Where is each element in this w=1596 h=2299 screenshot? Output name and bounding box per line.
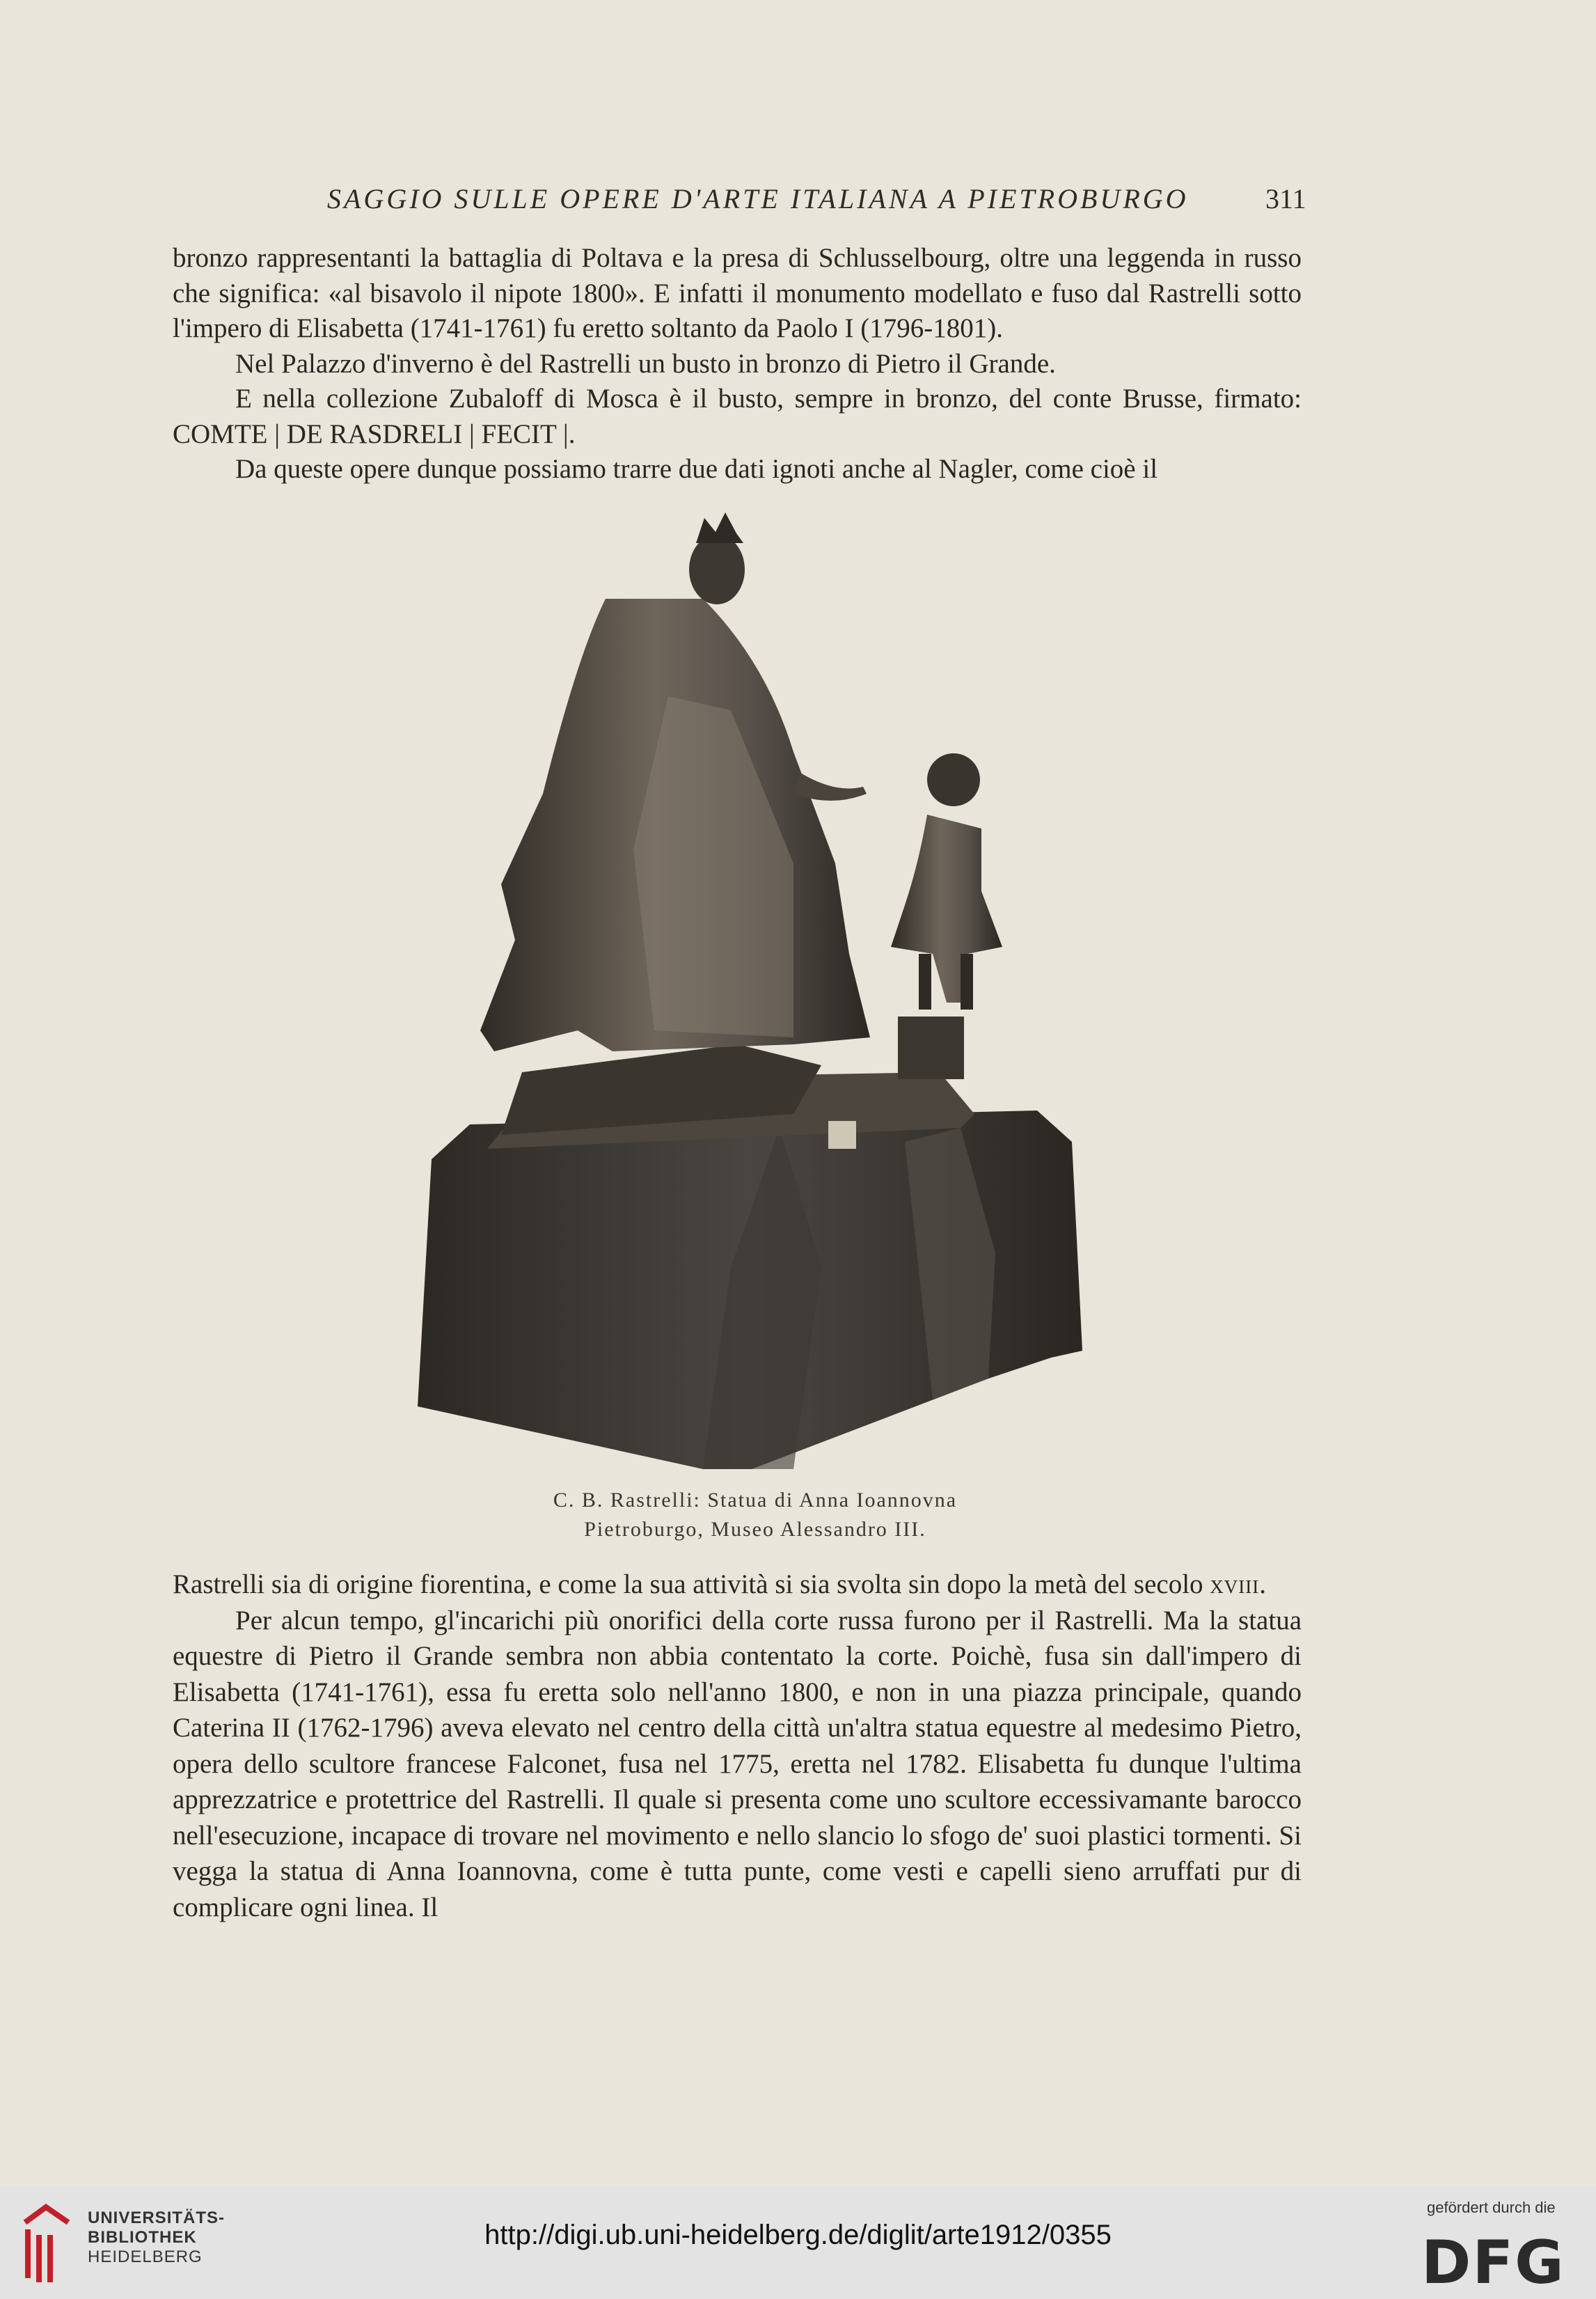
page-number: 311 <box>1265 183 1306 214</box>
figure-caption-location: Pietroburgo, Museo Alessandro III. <box>584 1518 926 1541</box>
century-numeral: xviii <box>1210 1569 1260 1599</box>
library-name-line: UNIVERSITÄTS- <box>88 2208 226 2227</box>
paragraph-end: . <box>1259 1569 1267 1599</box>
funding-note: gefördert durch die <box>1427 2199 1556 2216</box>
dfg-logo: DFG <box>1421 2228 1565 2298</box>
paragraph-text: Rastrelli sia di origine fiorentina, e come la sua attività si sia svolta sin dopo la metà del secolo <box>173 1569 1203 1599</box>
body-text-bottom <box>173 1567 1302 1925</box>
statue-illustration <box>404 501 1107 1483</box>
running-title: SAGGIO SULLE OPERE D'ARTE ITALIANA A PIETROBURGO <box>327 183 1189 214</box>
figure-caption-title: C. B. Rastrelli: Statua di Anna Ioannovna <box>553 1489 958 1512</box>
paragraph: bronzo rappresentanti la battaglia di Poltava e la presa di Schlusselbourg, oltre una leggenda in russo che significa: «al bisavolo il nipote 1800». E infatti il monumento modellato e fuso dal Rastrelli sotto l'impero di Elisabetta (1741-1761) fu eretto soltanto da Paolo I (1796-1801). <box>173 243 1302 343</box>
statue-photograph <box>404 501 1107 1483</box>
library-name-line: BIBLIOTHEK <box>88 2228 197 2247</box>
body-text-top <box>173 241 1302 487</box>
paragraph: E nella collezione Zubaloff di Mosca è il busto, sempre in bronzo, del conte Brusse, firmato: COMTE | DE RASDRELI | FECIT |. <box>173 384 1302 449</box>
paragraph: Da queste opere dunque possiamo trarre due dati ignoti anche al Nagler, come cioè il <box>235 454 1158 484</box>
library-name-line: HEIDELBERG <box>88 2247 203 2266</box>
paragraph: Nel Palazzo d'inverno è del Rastrelli un busto in bronzo di Pietro il Grande. <box>235 348 1056 379</box>
digitization-footer <box>0 2186 1596 2299</box>
paragraph <box>173 1567 1302 1603</box>
paragraph: Per alcun tempo, gl'incarichi più onorifici della corte russa furono per il Rastrelli. Ma la statua equestre di Pietro il Grande sembra non abbia contentato la corte. Poichè, fusa sin dall'impero di Elisabetta (1741-1761), essa fu eretta solo nell'anno 1800, e non in una piazza principale, quando Caterina II (1762-1796) aveva elevato nel centro della città un'altra statua equestre al medesimo Pietro, opera dello scultore francese Falconet, fusa nel 1775, eretta nel 1782. Elisabetta fu dunque l'ultima apprezzatrice e protettrice del Rastrelli. Il quale si presenta come uno scultore eccessivamante barocco nell'esecuzione, incapace di trovare nel movimento e nello slancio lo sfogo de' suoi plastici tormenti. Si vegga la statua di Anna Ioannovna, come è tutta punte, come vesti e capelli sieno arruffati pur di complicare ogni linea. Il <box>173 1605 1302 1922</box>
source-url-link[interactable]: http://digi.ub.uni-heidelberg.de/diglit/arte1912/0355 <box>484 2220 1112 2250</box>
